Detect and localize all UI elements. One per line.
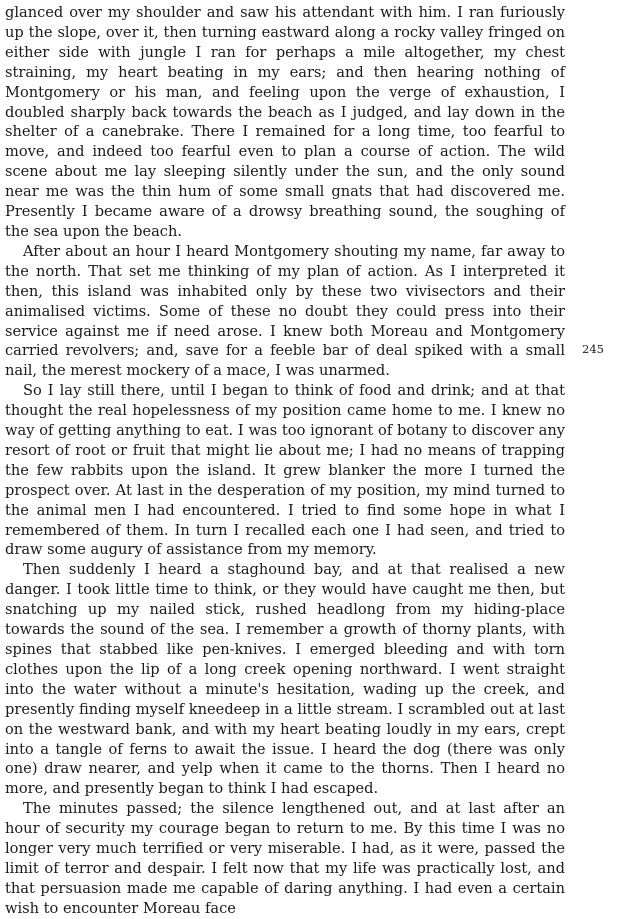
paragraph-2: After about an hour I heard Montgomery shouting my name, far away to the north. That set me thinking of my plan of action. As I interpreted it then, this island was inhabited only by these two vivisectors and their animalised victims. Some of these no doubt they could press into their service against me if need arose. I knew both Moreau and Montgomery carried revolvers; and, save for a feeble bar of deal spiked with a small nail, the merest mockery of a mace, I was unarmed. (5, 242, 565, 380)
body-text (5, 3, 565, 919)
page-number: 245 (582, 342, 604, 356)
paragraph-1: glanced over my shoulder and saw his attendant with him. I ran furiously up the slope, over it, then turning eastward along a rocky valley fringed on either side with jungle I ran for perhaps a mile altogether, my chest straining, my heart beating in my ears; and then hearing nothing of Montgomery or his man, and feeling upon the verge of exhaustion, I doubled sharply back towards the beach as I judged, and lay down in the shelter of a canebrake. There I remained for a long time, too fearful to move, and indeed too fearful even to plan a course of action. The wild scene about me lay sleeping silently under the sun, and the only sound near me was the thin hum of some small gnats that had discovered me. Presently I became aware of a drowsy breathing sound, the soughing of the sea upon the beach. (5, 4, 565, 240)
paragraph-4: Then suddenly I heard a staghound bay, and at that realised a new danger. I took little time to think, or they would have caught me then, but snatching up my nailed stick, rushed headlong from my hiding-place towards the sound of the sea. I remember a growth of thorny plants, with spines that stabbed like pen-knives. I emerged bleeding and with torn clothes upon the lip of a long creek opening northward. I went straight into the water without a minute's hesitation, wading up the creek, and presently finding myself kneedeep in a little stream. I scrambled out at last on the westward bank, and with my heart beating loudly in my ears, crept into a tangle of ferns to await the issue. I heard the dog (there was only one) draw nearer, and yelp when it came to the thorns. Then I heard no more, and presently began to think I had escaped. (5, 561, 565, 798)
paragraph-5: The minutes passed; the silence lengthened out, and at last after an hour of security my courage began to return to me. By this time I was no longer very much terrified or very miserable. I had, as it were, passed the limit of terror and despair. I felt now that my life was practically lost, and that persuasion made me capable of daring anything. I had even a certain wish to encounter Moreau face (5, 800, 565, 917)
paragraph-3: So I lay still there, until I began to think of food and drink; and at that thought the real hopelessness of my position came home to me. I knew no way of getting anything to eat. I was too ignorant of botany to discover any resort of root or fruit that might lie about me; I had no means of trapping the few rabbits upon the island. It grew blanker the more I turned the prospect over. At last in the desperation of my position, my mind turned to the animal men I had encountered. I tried to find some hope in what I remembered of them. In turn I recalled each one I had seen, and tried to draw some augury of assistance from my memory. (5, 382, 565, 559)
